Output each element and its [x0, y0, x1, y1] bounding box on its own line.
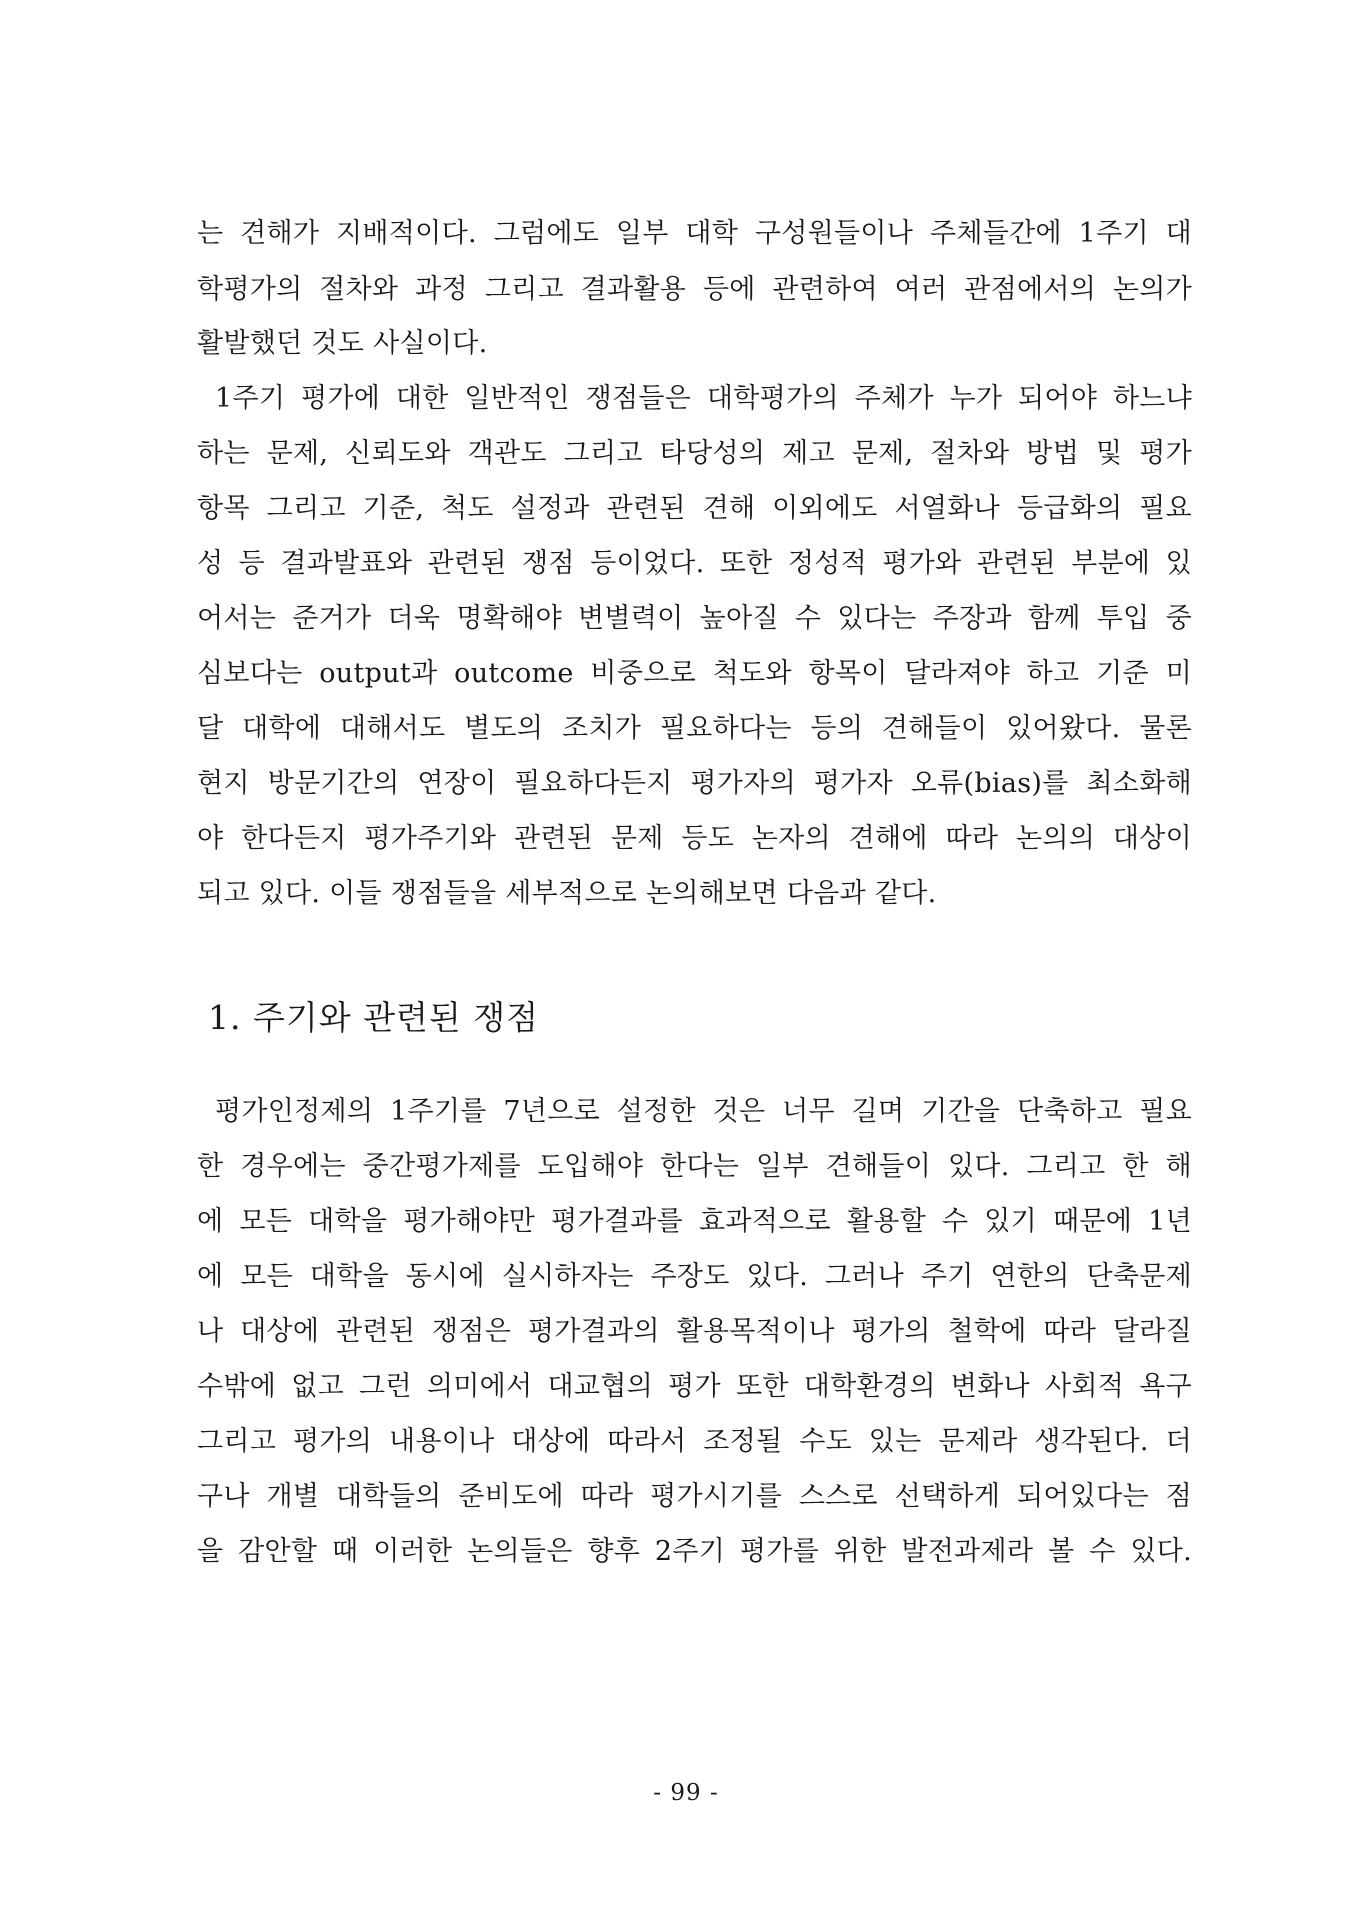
text-line: 구나 개별 대학들의 준비도에 따라 평가시기를 스스로 선택하게 되어있다는 점 — [197, 1481, 1192, 1512]
page-number: - 99 - — [653, 1780, 719, 1806]
text-line: 한 경우에는 중간평가제를 도입해야 한다는 일부 견해들이 있다. 그리고 한 해 — [197, 1151, 1192, 1182]
text-line: 어서는 준거가 더욱 명확해야 변별력이 높아질 수 있다는 주장과 함께 투입 중 — [197, 603, 1192, 634]
text-line: 심보다는 output과 outcome 비중으로 척도와 항목이 달라져야 하고 기준 미 — [197, 658, 1192, 689]
text-line: 야 한다든지 평가주기와 관련된 문제 등도 논자의 견해에 따라 논의의 대상이 — [197, 823, 1192, 854]
text-line: 나 대상에 관련된 쟁점은 평가결과의 활용목적이나 평가의 철학에 따라 달라질 — [197, 1316, 1192, 1347]
section-heading: 1. 주기와 관련된 쟁점 — [208, 998, 539, 1037]
text-line: 평가인정제의 1주기를 7년으로 설정한 것은 너무 길며 기간을 단축하고 필요 — [215, 1096, 1192, 1127]
text-line: 되고 있다. 이들 쟁점들을 세부적으로 논의해보면 다음과 같다. — [197, 878, 937, 909]
text-line: 1주기 평가에 대한 일반적인 쟁점들은 대학평가의 주체가 누가 되어야 하느냐 — [215, 383, 1192, 414]
text-line: 하는 문제, 신뢰도와 객관도 그리고 타당성의 제고 문제, 절차와 방법 및 평가 — [197, 438, 1192, 469]
text-line: 는 견해가 지배적이다. 그럼에도 일부 대학 구성원들이나 주체들간에 1주기 대 — [197, 218, 1192, 249]
text-line: 을 감안할 때 이러한 논의들은 향후 2주기 평가를 위한 발전과제라 볼 수 있다. — [197, 1536, 1192, 1567]
text-line: 성 등 결과발표와 관련된 쟁점 등이었다. 또한 정성적 평가와 관련된 부분에 있 — [197, 548, 1192, 579]
text-line: 수밖에 없고 그런 의미에서 대교협의 평가 또한 대학환경의 변화나 사회적 욕구 — [197, 1371, 1192, 1402]
text-line: 달 대학에 대해서도 별도의 조치가 필요하다는 등의 견해들이 있어왔다. 물론 — [197, 713, 1192, 744]
text-line: 에 모든 대학을 동시에 실시하자는 주장도 있다. 그러나 주기 연한의 단축문제 — [197, 1261, 1192, 1292]
text-line: 현지 방문기간의 연장이 필요하다든지 평가자의 평가자 오류(bias)를 최소화해 — [197, 768, 1192, 799]
text-line: 그리고 평가의 내용이나 대상에 따라서 조정될 수도 있는 문제라 생각된다. 더 — [197, 1426, 1192, 1457]
text-line: 활발했던 것도 사실이다. — [197, 328, 488, 359]
text-line: 항목 그리고 기준, 척도 설정과 관련된 견해 이외에도 서열화나 등급화의 필요 — [197, 493, 1192, 524]
text-line: 학평가의 절차와 과정 그리고 결과활용 등에 관련하여 여러 관점에서의 논의가 — [197, 274, 1192, 305]
text-line: 에 모든 대학을 평가해야만 평가결과를 효과적으로 활용할 수 있기 때문에 1년 — [197, 1206, 1192, 1237]
